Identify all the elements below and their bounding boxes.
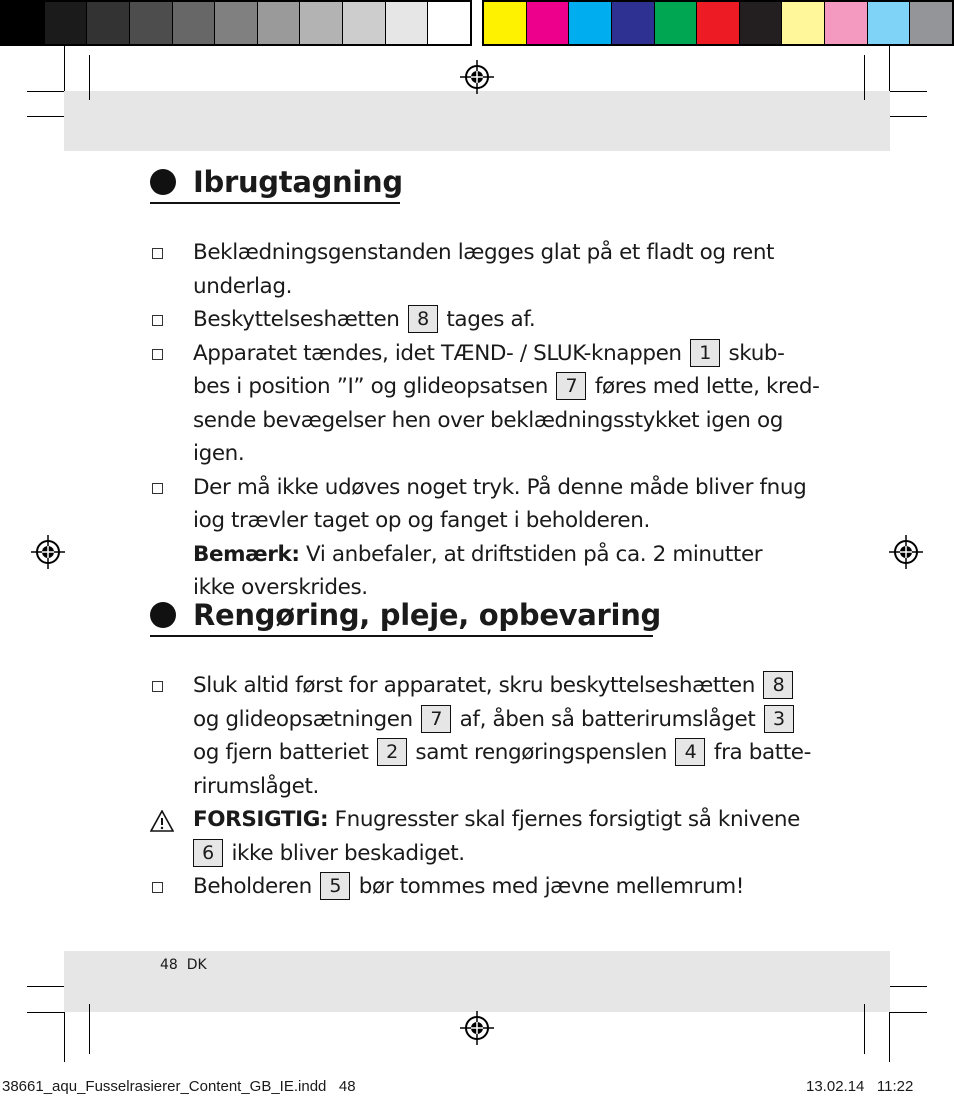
header-band bbox=[64, 91, 890, 151]
color-swatch bbox=[825, 2, 868, 44]
part-number: 6 bbox=[193, 839, 223, 867]
part-number: 8 bbox=[763, 671, 793, 699]
section-heading-ibrugtagning bbox=[150, 165, 403, 199]
list-item: Sluk altid først for apparatet, skru beskyttelseshætten 8 og glideopsætningen 7 af, åben så batterirumslåget 3 og fjern batteriet 2 samt rengøringspenslen 4 fra batte- rirumslåget. bbox=[150, 669, 830, 803]
list-item: Der må ikke udøves noget tryk. På denne måde bliver fnug iog trævler taget op og fanget i beholderen. Bemærk: Vi anbefaler, at driftstiden på ca. 2 minutter ikke overskrides. bbox=[150, 471, 830, 605]
heading-underline bbox=[150, 635, 653, 637]
color-swatch bbox=[428, 2, 470, 44]
part-number: 1 bbox=[690, 339, 720, 367]
color-swatch bbox=[215, 2, 258, 44]
checkbox-bullet-icon bbox=[152, 315, 163, 326]
checkbox-bullet-icon bbox=[152, 349, 163, 360]
heading-bullet-icon bbox=[150, 169, 176, 195]
color-swatch bbox=[697, 2, 740, 44]
color-swatch bbox=[130, 2, 173, 44]
section2-list bbox=[150, 669, 830, 904]
warning-triangle-icon bbox=[150, 810, 174, 832]
checkbox-bullet-icon bbox=[152, 483, 163, 494]
color-swatch bbox=[910, 2, 952, 44]
color-swatch bbox=[740, 2, 783, 44]
color-swatch bbox=[527, 2, 570, 44]
color-swatch bbox=[45, 2, 88, 44]
color-swatch bbox=[258, 2, 301, 44]
page-number: 48 DK bbox=[160, 957, 207, 973]
color-swatch bbox=[655, 2, 698, 44]
checkbox-bullet-icon bbox=[152, 248, 163, 259]
color-swatch bbox=[2, 2, 45, 44]
color-swatch bbox=[173, 2, 216, 44]
color-swatch bbox=[386, 2, 429, 44]
grayscale-calibration-bar bbox=[0, 0, 472, 46]
print-date: 13.02.14 11:22 bbox=[806, 1078, 914, 1095]
color-swatch bbox=[343, 2, 386, 44]
color-swatch bbox=[300, 2, 343, 44]
color-swatch bbox=[868, 2, 911, 44]
checkbox-bullet-icon bbox=[152, 882, 163, 893]
list-item: Beklædningsgenstanden lægges glat på et fladt og rent underlag. bbox=[150, 236, 830, 303]
part-number: 8 bbox=[408, 305, 438, 333]
color-swatch bbox=[612, 2, 655, 44]
checkbox-bullet-icon bbox=[152, 681, 163, 692]
section-title: Rengøring, pleje, opbevaring bbox=[193, 598, 662, 632]
registration-mark-icon bbox=[31, 535, 65, 569]
color-swatch bbox=[87, 2, 130, 44]
color-swatch bbox=[569, 2, 612, 44]
warning-label: FORSIGTIG: bbox=[193, 807, 329, 832]
list-item: Beholderen 5 bør tommes med jævne mellemrum! bbox=[150, 870, 830, 904]
list-item: Apparatet tændes, idet TÆND- / SLUK-knappen 1 skub- bes i position ”I” og glideopsatsen 7 føres med lette, kred- sende bevægelser hen over beklædningsstykket igen og igen. bbox=[150, 337, 830, 471]
color-swatch bbox=[782, 2, 825, 44]
part-number: 2 bbox=[377, 738, 407, 766]
part-number: 7 bbox=[421, 705, 451, 733]
warning-item: FORSIGTIG: Fnugresster skal fjernes forsigtigt så knivene 6 ikke bliver beskadiget. bbox=[150, 803, 830, 870]
registration-mark-icon bbox=[460, 1011, 494, 1045]
note-label: Bemærk: bbox=[193, 541, 300, 567]
part-number: 5 bbox=[320, 872, 350, 900]
list-item: Beskyttelseshætten 8 tages af. bbox=[150, 303, 830, 337]
part-number: 3 bbox=[764, 705, 794, 733]
color-calibration-bar bbox=[482, 0, 954, 46]
section-title: Ibrugtagning bbox=[193, 165, 403, 199]
registration-mark-icon bbox=[889, 535, 923, 569]
heading-underline bbox=[150, 202, 400, 204]
part-number: 4 bbox=[675, 738, 705, 766]
registration-mark-icon bbox=[460, 60, 494, 94]
color-swatch bbox=[484, 2, 527, 44]
section-heading-rengoering bbox=[150, 598, 661, 632]
section1-list bbox=[150, 236, 830, 605]
part-number: 7 bbox=[556, 372, 586, 400]
file-slug: 38661_aqu_Fusselrasierer_Content_GB_IE.indd 48 bbox=[2, 1078, 356, 1095]
heading-bullet-icon bbox=[150, 602, 176, 628]
